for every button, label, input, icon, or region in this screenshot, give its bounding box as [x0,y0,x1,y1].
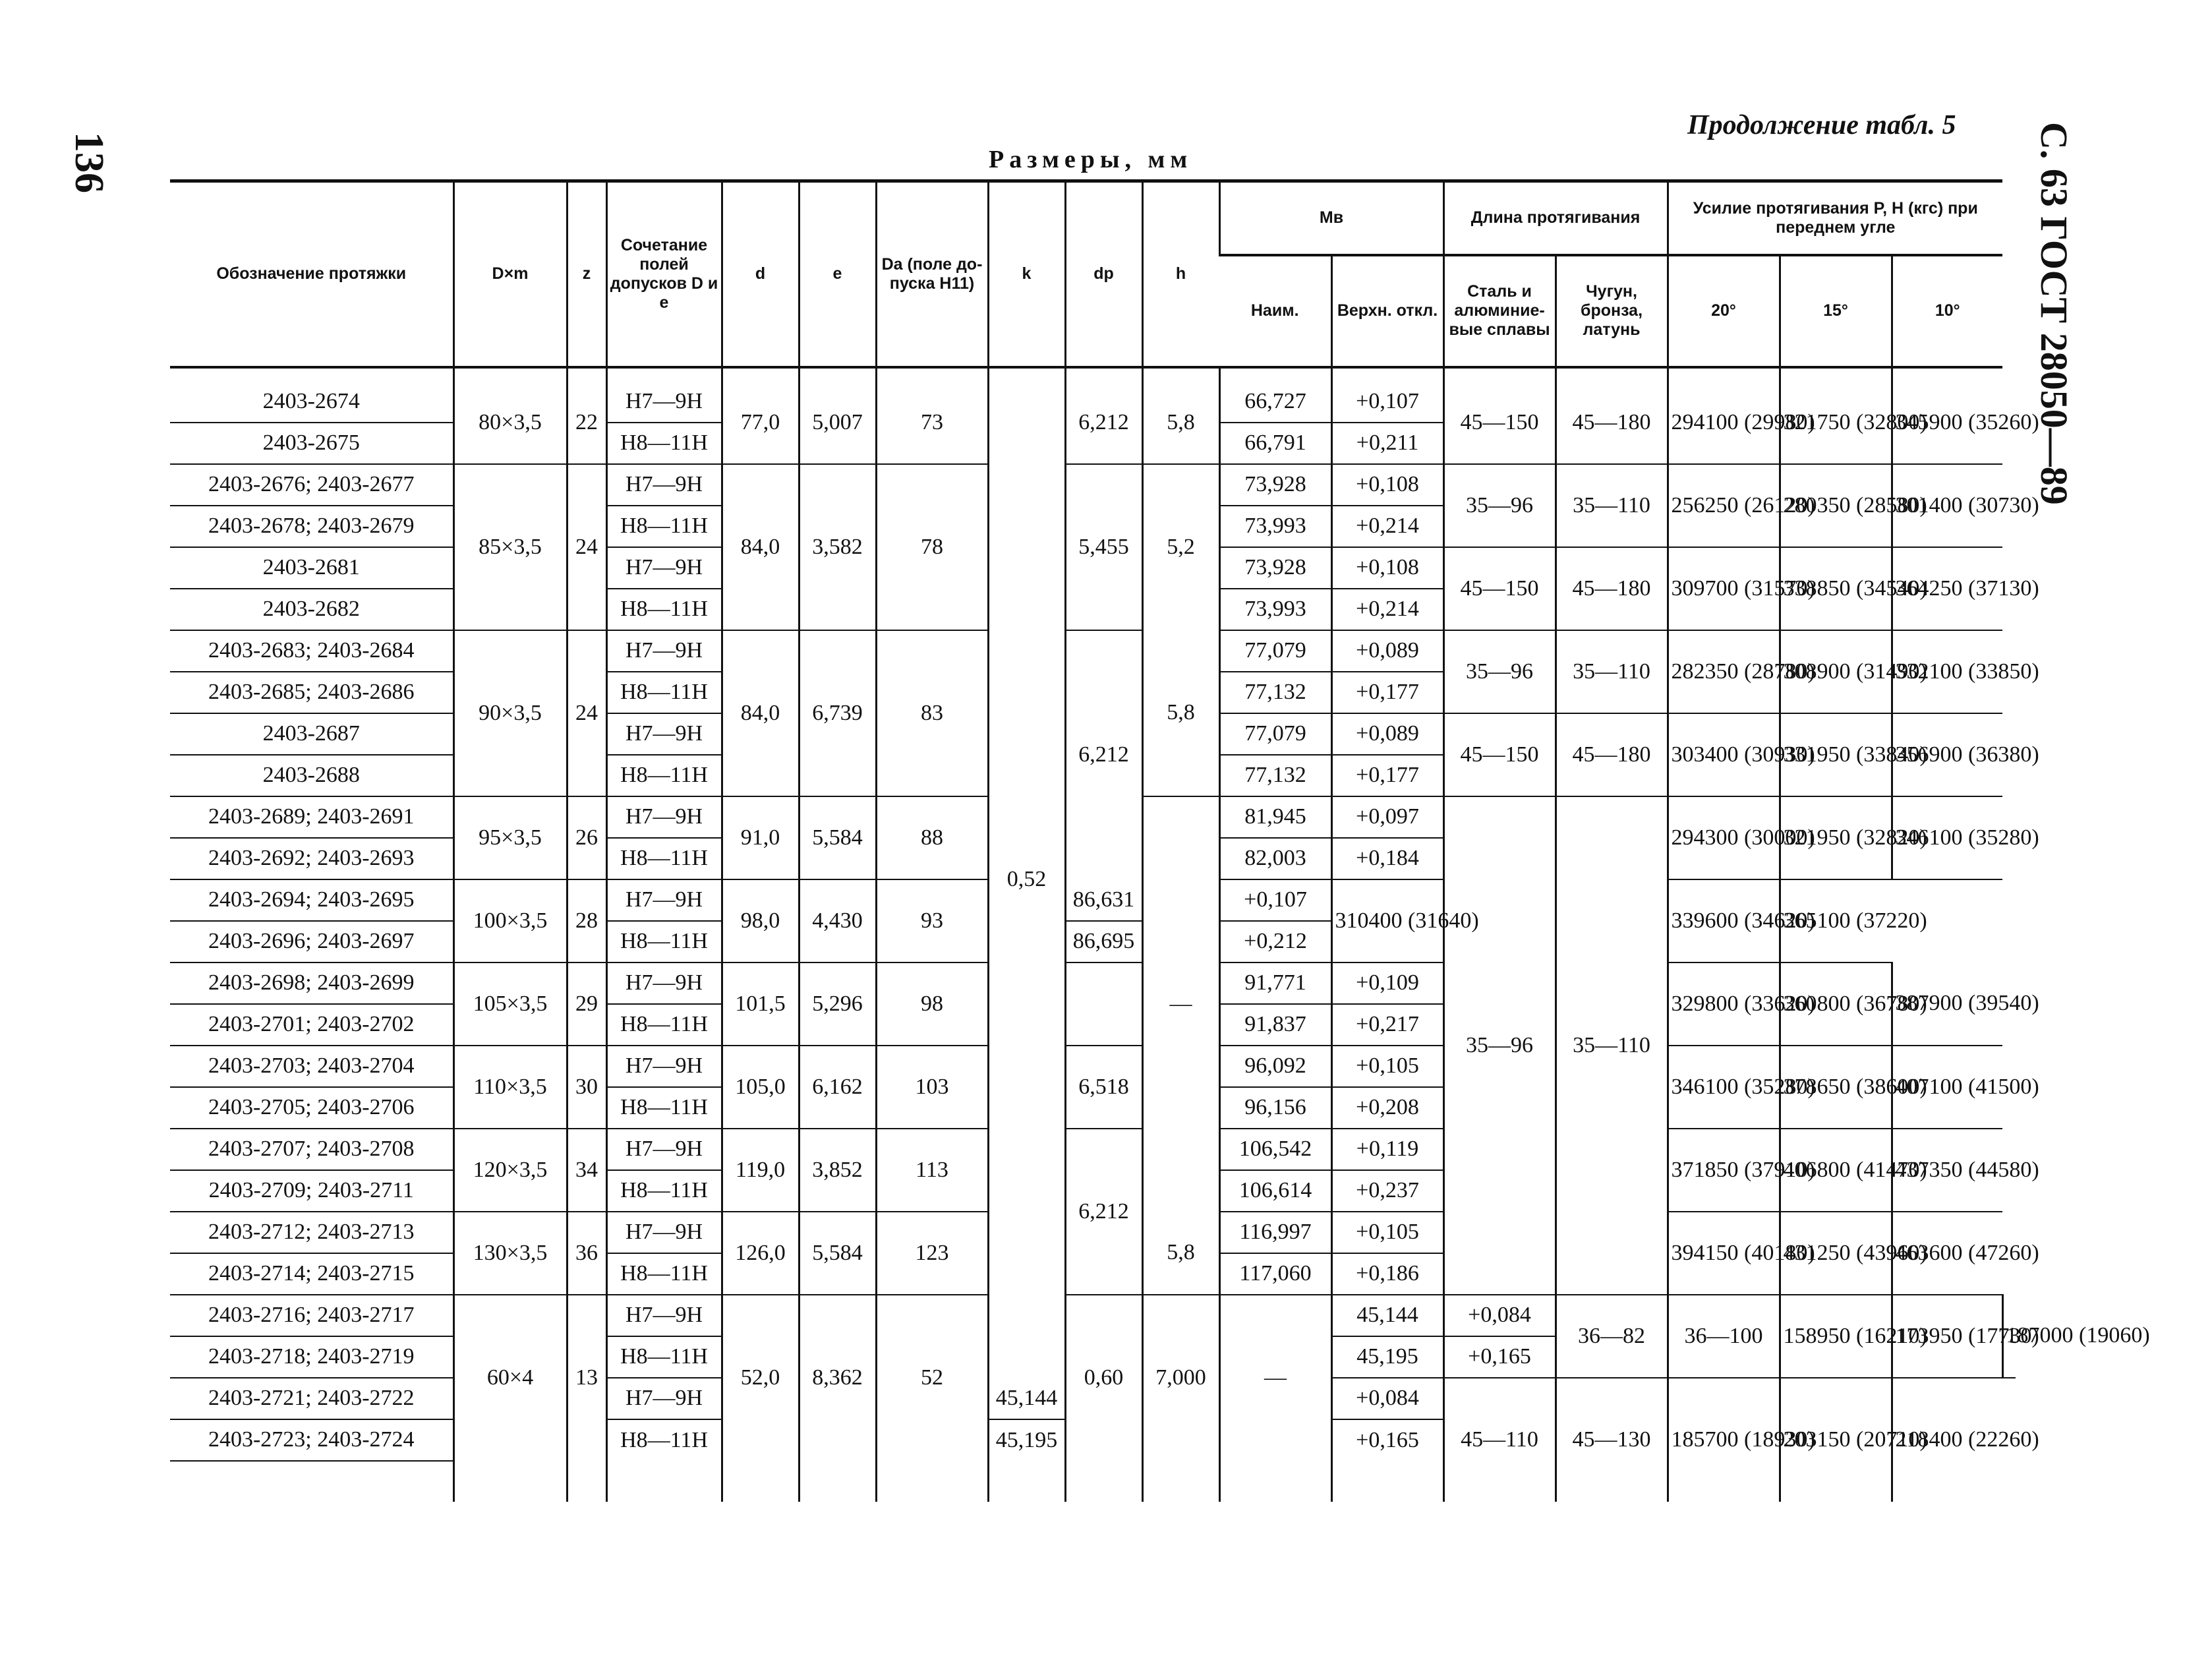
d-cell: 77,0 [722,367,799,464]
force-15-cell: 331950 (33840) [1780,713,1892,796]
mv-dev-cell: +0,217 [1331,1004,1443,1046]
fit-cell: H7—9H [606,1046,722,1087]
standard-title: С. 63 ГОСТ 28050—89 [2033,122,2076,505]
len-iron-cell: 36—100 [1668,1295,1780,1378]
mv-min-cell: 96,092 [1219,1046,1331,1087]
force-10-cell: 364250 (37130) [1892,547,2002,630]
header-designation: Обозначение протяжки [170,181,453,367]
header-k: k [988,181,1065,367]
tail-cell [1065,1461,1142,1502]
len-iron-cell: 45—180 [1556,713,1668,796]
force-10-cell: 301400 (30730) [1892,464,2002,547]
force-20-cell: 303400 (30930) [1668,713,1780,796]
force-20-cell: 294100 (29980) [1668,367,1780,464]
force-15-cell: 321750 (32800) [1780,367,1892,464]
dxm-cell: 85×3,5 [453,464,567,630]
len-steel-cell: 45—150 [1443,713,1556,796]
mv-min-cell: 77,079 [1219,713,1331,755]
force-20-cell: 256250 (26120) [1668,464,1780,547]
dp-cell: 6,212 [1065,1129,1142,1295]
mv-min-cell: 82,003 [1219,838,1331,879]
e-cell: 5,296 [799,962,876,1046]
header-fit: Сочетание полей допусков D и e [606,181,722,367]
designation-cell: 2403-2692; 2403-2693 [170,838,453,879]
tail-cell [453,1461,567,1502]
designation-cell: 2403-2716; 2403-2717 [170,1295,453,1336]
d-cell: 84,0 [722,630,799,796]
mv-dev-cell: +0,214 [1331,589,1443,630]
mv-dev-cell: +0,186 [1331,1253,1443,1295]
designation-cell: 2403-2678; 2403-2679 [170,506,453,547]
fit-cell: H8—11H [606,1419,722,1461]
e-cell: 3,852 [799,1129,876,1212]
force-10-cell: 407100 (41500) [1892,1046,2002,1129]
force-15-cell: 203150 (20710) [1780,1378,1892,1502]
z-cell: 34 [567,1129,606,1212]
designation-cell: 2403-2688 [170,755,453,796]
dxm-cell: 110×3,5 [453,1046,567,1129]
force-20-cell: 310400 (31640) [1331,879,1443,962]
tail-cell [876,1461,988,1502]
designation-cell: 2403-2721; 2403-2722 [170,1378,453,1419]
header-force-20: 20° [1668,255,1780,367]
fit-cell: H7—9H [606,630,722,672]
header-da: Da (поле до-пуска H11) [876,181,988,367]
mv-dev-cell: +0,214 [1331,506,1443,547]
force-10-cell: 218400 (22260) [1892,1378,2002,1502]
mv-dev-cell: +0,107 [1219,879,1331,921]
da-cell: 113 [876,1129,988,1212]
header-z: z [567,181,606,367]
z-cell: 24 [567,630,606,796]
da-cell: 88 [876,796,988,879]
len-iron-cell: 35—110 [1556,464,1668,547]
fit-cell: H7—9H [606,796,722,838]
fit-cell: H7—9H [606,1212,722,1253]
mv-dev-cell: +0,177 [1331,672,1443,713]
fit-cell: H8—11H [606,506,722,547]
table-row [170,464,2016,506]
mv-min-cell: 45,144 [1331,1295,1443,1336]
table-row [170,367,2016,423]
h-cell: 5,8 [1142,1212,1219,1295]
fit-cell: H8—11H [606,1004,722,1046]
z-cell: 30 [567,1046,606,1129]
z-cell: 29 [567,962,606,1046]
fit-cell: H8—11H [606,1336,722,1378]
designation-cell: 2403-2689; 2403-2691 [170,796,453,838]
designation-cell: 2403-2683; 2403-2684 [170,630,453,672]
dxm-cell: 130×3,5 [453,1212,567,1295]
tail-cell [1219,1461,1331,1502]
designation-cell: 2403-2674 [170,367,453,423]
force-20-cell: 185700 (18930) [1668,1378,1780,1502]
mv-min-cell: 117,060 [1219,1253,1331,1295]
len-iron-cell: 45—130 [1556,1378,1668,1502]
force-10-cell: 387900 (39540) [1892,962,2002,1046]
mv-min-cell: 81,945 [1219,796,1331,838]
page-number: 136 [67,132,111,193]
tail-cell [170,1461,453,1502]
len-steel-cell: 45—150 [1443,547,1556,630]
designation-cell: 2403-2712; 2403-2713 [170,1212,453,1253]
tail-cell [606,1461,722,1502]
header-mv: Mв [1219,181,1443,255]
header-force: Усилие протягивания P, Н (кгс) при переднем угле [1668,181,2002,255]
len-iron-cell: 45—180 [1556,547,1668,630]
table-row [170,1295,2016,1336]
len-steel-cell: 35—96 [1443,796,1556,1295]
force-15-cell: 406800 (41470) [1780,1129,1892,1212]
z-cell: 22 [567,367,606,464]
fit-cell: H7—9H [606,962,722,1004]
z-cell: 26 [567,796,606,879]
d-cell: 91,0 [722,796,799,879]
force-10-cell: 356900 (36380) [1892,713,2002,796]
mv-min-cell: 73,928 [1219,547,1331,589]
force-15-cell: 338850 (34540) [1780,547,1892,630]
designation-cell: 2403-2709; 2403-2711 [170,1170,453,1212]
force-20-cell: 282350 (28780) [1668,630,1780,713]
force-10-cell: 365100 (37220) [1780,879,1892,962]
designation-cell: 2403-2707; 2403-2708 [170,1129,453,1170]
mv-dev-cell: +0,211 [1331,423,1443,464]
table-row [170,962,2016,1004]
d-cell: 105,0 [722,1046,799,1129]
dp-cell-blank [1065,962,1142,1046]
force-20-cell: 371850 (37910) [1668,1129,1780,1212]
dxm-cell: 60×4 [453,1295,567,1461]
d-cell: 119,0 [722,1129,799,1212]
designation-cell: 2403-2676; 2403-2677 [170,464,453,506]
mv-dev-cell: +0,119 [1331,1129,1443,1170]
e-cell: 4,430 [799,879,876,962]
fit-cell: H7—9H [606,1295,722,1336]
mv-dev-cell: +0,089 [1331,630,1443,672]
designation-cell: 2403-2694; 2403-2695 [170,879,453,921]
force-10-cell: 437350 (44580) [1892,1129,2002,1212]
da-cell: 103 [876,1046,988,1129]
fit-cell: H7—9H [606,1129,722,1170]
dp-cell: 5,455 [1065,464,1142,630]
designation-cell: 2403-2698; 2403-2699 [170,962,453,1004]
dxm-cell: 120×3,5 [453,1129,567,1212]
mv-min-cell: 73,993 [1219,506,1331,547]
mv-min-cell: 86,631 [1065,879,1142,921]
force-20-cell: 346100 (35280) [1668,1046,1780,1129]
designation-cell: 2403-2687 [170,713,453,755]
dp-cell: 7,000 [1142,1295,1219,1461]
header-force-10: 10° [1892,255,2002,367]
mv-min-cell: 91,837 [1219,1004,1331,1046]
e-cell: 6,162 [799,1046,876,1129]
force-10-cell: 187000 (19060) [2002,1295,2016,1378]
mv-min-cell: 45,144 [988,1378,1065,1419]
len-steel-cell: 36—82 [1556,1295,1668,1378]
da-cell: 83 [876,630,988,796]
designation-cell: 2403-2705; 2403-2706 [170,1087,453,1129]
designation-cell: 2403-2682 [170,589,453,630]
mv-min-cell: 73,928 [1219,464,1331,506]
d-cell: 84,0 [722,464,799,630]
continuation-label: Продолжение табл. 5 [1687,110,1956,140]
tail-cell [1331,1461,1443,1502]
fit-cell: H7—9H [606,547,722,589]
header-force-15: 15° [1780,255,1892,367]
mv-min-cell: 66,791 [1219,423,1331,464]
force-20-cell: 329800 (33620) [1668,962,1780,1046]
mv-dev-cell: +0,165 [1331,1419,1443,1461]
mv-min-cell: 45,195 [988,1419,1065,1461]
fit-cell: H8—11H [606,672,722,713]
mv-dev-cell: +0,212 [1219,921,1331,962]
designation-cell: 2403-2675 [170,423,453,464]
mv-min-cell: 77,079 [1219,630,1331,672]
table-row [170,879,2016,921]
force-20-cell: 158950 (16210) [1780,1295,1892,1378]
header-mv-dev: Верхн. откл. [1331,255,1443,367]
force-15-cell: 360800 (36780) [1780,962,1892,1046]
mv-min-cell: 45,195 [1331,1336,1443,1378]
force-15-cell: 308900 (31490) [1780,630,1892,713]
fit-cell: H7—9H [606,879,722,921]
tail-cell [988,1461,1065,1502]
fit-cell: H8—11H [606,755,722,796]
e-cell: 5,584 [799,796,876,879]
dxm-cell: 105×3,5 [453,962,567,1046]
force-15-cell: 173950 (17730) [1892,1295,2002,1378]
e-cell: 5,584 [799,1212,876,1295]
header-dxm: D×m [453,181,567,367]
table-row [170,630,2016,672]
da-cell: 73 [876,367,988,464]
table-row [170,1129,2016,1170]
mv-min-cell: 66,727 [1219,367,1331,423]
fit-cell: H8—11H [606,921,722,962]
force-10-cell: 346100 (35280) [1892,796,2002,879]
fit-cell: H7—9H [606,713,722,755]
da-cell: 52 [876,1295,988,1461]
mv-dev-cell: +0,109 [1331,962,1443,1004]
h-cell: — [1219,1295,1331,1461]
e-cell: 5,007 [799,367,876,464]
mv-min-cell: 116,997 [1219,1212,1331,1253]
force-15-cell: 339600 (34620) [1668,879,1780,962]
force-10-cell: 332100 (33850) [1892,630,2002,713]
mv-dev-cell: +0,097 [1331,796,1443,838]
table-row [170,1046,2016,1087]
mv-min-cell: 106,542 [1219,1129,1331,1170]
e-cell: 6,739 [799,630,876,796]
force-15-cell: 378650 (38600) [1780,1046,1892,1129]
da-cell: 93 [876,879,988,962]
fit-cell: H8—11H [606,1170,722,1212]
tail-cell [799,1461,876,1502]
mv-dev-cell: +0,208 [1331,1087,1443,1129]
k-cell: 0,52 [988,367,1065,1378]
dp-cell: 6,212 [1065,367,1142,464]
len-steel-cell: 35—96 [1443,630,1556,713]
da-cell: 98 [876,962,988,1046]
da-cell: 78 [876,464,988,630]
tail-cell [1142,1461,1219,1502]
mv-dev-cell: +0,184 [1331,838,1443,879]
force-15-cell: 431250 (43960) [1780,1212,1892,1295]
fit-cell: H8—11H [606,423,722,464]
mv-dev-cell: +0,084 [1331,1378,1443,1419]
h-cell: 5,2 [1142,464,1219,630]
d-cell: 98,0 [722,879,799,962]
force-20-cell: 294300 (30000) [1668,796,1780,879]
header-length: Длина протягивания [1443,181,1668,255]
designation-cell: 2403-2696; 2403-2697 [170,921,453,962]
dp-cell: 6,212 [1065,630,1142,879]
designation-cell: 2403-2685; 2403-2686 [170,672,453,713]
dp-cell: 6,518 [1065,1046,1142,1129]
da-cell: 123 [876,1212,988,1295]
z-cell: 36 [567,1212,606,1295]
mv-min-cell: 73,993 [1219,589,1331,630]
header-d: d [722,181,799,367]
e-cell: 8,362 [799,1295,876,1461]
h-cell: — [1142,796,1219,1212]
force-15-cell: 280350 (28580) [1780,464,1892,547]
tail-cell [567,1461,606,1502]
mv-dev-cell: +0,108 [1331,464,1443,506]
mv-min-cell: 91,771 [1219,962,1331,1004]
tail-cell [722,1461,799,1502]
mv-dev-cell: +0,105 [1331,1212,1443,1253]
header-len-steel: Сталь и алюминие-вые сплавы [1443,255,1556,367]
dxm-cell: 90×3,5 [453,630,567,796]
mv-dev-cell: +0,165 [1443,1336,1556,1378]
designation-cell: 2403-2703; 2403-2704 [170,1046,453,1087]
e-cell: 3,582 [799,464,876,630]
header-mv-min: Наим. [1219,255,1331,367]
fit-cell: H8—11H [606,1253,722,1295]
force-15-cell: 321950 (32820) [1780,796,1892,879]
h-cell: 5,8 [1142,367,1219,464]
designation-cell: 2403-2714; 2403-2715 [170,1253,453,1295]
force-20-cell: 309700 (31570) [1668,547,1780,630]
designation-cell: 2403-2681 [170,547,453,589]
mv-min-cell: 86,695 [1065,921,1142,962]
mv-dev-cell: +0,107 [1331,367,1443,423]
k-cell: 0,60 [1065,1295,1142,1461]
mv-dev-cell: +0,105 [1331,1046,1443,1087]
len-steel-cell: 35—96 [1443,464,1556,547]
mv-dev-cell: +0,237 [1331,1170,1443,1212]
fit-cell: H8—11H [606,838,722,879]
len-steel-cell: 45—150 [1443,367,1556,464]
mv-min-cell: 77,132 [1219,672,1331,713]
mv-min-cell: 96,156 [1219,1087,1331,1129]
dimensions-caption: Размеры, мм [989,146,1193,173]
mv-dev-cell: +0,089 [1331,713,1443,755]
d-cell: 52,0 [722,1295,799,1461]
z-cell: 13 [567,1295,606,1461]
d-cell: 101,5 [722,962,799,1046]
designation-cell: 2403-2723; 2403-2724 [170,1419,453,1461]
fit-cell: H7—9H [606,1378,722,1419]
header-len-iron: Чугун, бронза, латунь [1556,255,1668,367]
dxm-cell: 95×3,5 [453,796,567,879]
z-cell: 24 [567,464,606,630]
h-cell: 5,8 [1142,630,1219,796]
d-cell: 126,0 [722,1212,799,1295]
z-cell: 28 [567,879,606,962]
fit-cell: H7—9H [606,367,722,423]
fit-cell: H8—11H [606,589,722,630]
mv-dev-cell: +0,177 [1331,755,1443,796]
mv-dev-cell: +0,084 [1443,1295,1556,1336]
mv-min-cell: 77,132 [1219,755,1331,796]
header-e: e [799,181,876,367]
fit-cell: H8—11H [606,1087,722,1129]
header-h: h [1142,181,1219,367]
header-dp: dp [1065,181,1142,367]
force-10-cell: 463600 (47260) [1892,1212,2002,1295]
len-iron-cell: 35—110 [1556,796,1668,1295]
designation-cell: 2403-2718; 2403-2719 [170,1336,453,1378]
len-iron-cell: 35—110 [1556,630,1668,713]
dxm-cell: 100×3,5 [453,879,567,962]
force-20-cell: 394150 (40180) [1668,1212,1780,1295]
mv-min-cell: 106,614 [1219,1170,1331,1212]
designation-cell: 2403-2701; 2403-2702 [170,1004,453,1046]
dxm-cell: 80×3,5 [453,367,567,464]
len-iron-cell: 45—180 [1556,367,1668,464]
force-10-cell: 345900 (35260) [1892,367,2002,464]
len-steel-cell: 45—110 [1443,1378,1556,1502]
fit-cell: H7—9H [606,464,722,506]
mv-dev-cell: +0,108 [1331,547,1443,589]
